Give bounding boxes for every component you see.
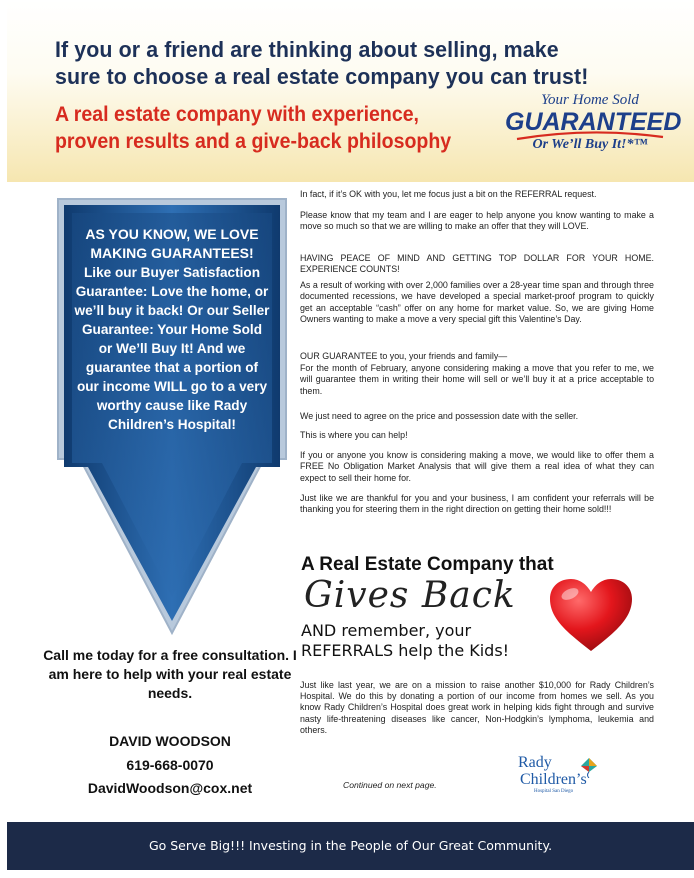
heading-guarantee: OUR GUARANTEE to you, your friends and family— xyxy=(300,351,508,361)
badge-line-1: Your Home Sold xyxy=(541,92,639,108)
heading-peace-of-mind: HAVING PEACE OF MIND AND GETTING TOP DOLLAR FOR YOUR HOME. EXPERIENCE COUNTS! xyxy=(300,253,654,275)
headline: If you or a friend are thinking about selling, make sure to choose a real estate company you can trust! xyxy=(55,37,589,89)
logo-line-3: Hospital San Diego xyxy=(534,789,574,794)
logo-line-1: Rady xyxy=(518,754,552,771)
reminder-line-2: REFERRALS help the Kids! xyxy=(301,641,510,660)
kite-icon xyxy=(580,758,598,778)
para-february: For the month of February, anyone considering making a move that you refer to me, we will guarantee them in writing their home will sell or we’ll buy it at a price acceptable to them. xyxy=(300,363,654,396)
footer-banner: Go Serve Big!!! Investing in the People of Our Great Community. xyxy=(7,822,694,870)
arrow-heading: AS YOU KNOW, WE LOVE MAKING GUARANTEES! xyxy=(85,226,259,261)
heading-help: This is where you can help! xyxy=(300,430,408,440)
gives-back-script: Gives Back xyxy=(304,575,516,616)
guarantee-badge xyxy=(505,91,682,155)
reminder-line-1: AND remember, your xyxy=(301,621,472,640)
agent-email[interactable]: DavidWoodson@cox.net xyxy=(87,780,253,796)
gives-back-paragraph: Just like last year, we are on a mission to raise another $10,000 for Rady Children’s Hospital. We do this by donating a portion of our income from homes we sell. As you know Rady Children’s Hospital does great work in helping kids fight through and survive nasty life-threatening diseases like cancer, Non-Hodgkin’s lymphoma, leukemia and others. xyxy=(300,680,654,735)
para-experience: As a result of working with over 2,000 families over a 28-year time span and through three documented recessions, we have developed a special market-proof program to quickly get an acceptable “cash” offer on any home for market value. So, we are giving Home Owners wanting to make a move a very special gift this Valentine’s Day. xyxy=(300,280,654,325)
continued-note: Continued on next page. xyxy=(343,780,437,790)
para-referral: In fact, if it’s OK with you, let me focus just a bit on the REFERRAL request. xyxy=(300,189,597,199)
para-thankful: Just like we are thankful for you and your business, I am confident your referrals will be thanking you for steering them in the right direction on getting their home sold!!! xyxy=(300,493,654,515)
agent-phone[interactable]: 619-668-0070 xyxy=(126,756,214,773)
arrow-body: Like our Buyer Satisfaction Guarantee: Love the home, or we’ll buy it back! Or our Seller Guarantee: Your Home Sold or We’ll Buy It! And we guarantee that a portion of our income WILL go to a very worthy cause like Rady Children’s Hospital! xyxy=(74,265,270,432)
para-market-analysis: If you or anyone you know is considering making a move, we would like to offer them a FREE No Obligation Market Analysis that will give them a real idea of what they can expect to sell their home for. xyxy=(300,450,654,483)
contact-block xyxy=(42,730,298,801)
call-to-action: Call me today for a free consultation. I am here to help with your real estate needs. xyxy=(43,647,297,701)
arrow-text xyxy=(74,225,270,434)
para-agree: We just need to agree on the price and possession date with the seller. xyxy=(300,411,579,421)
swoosh-icon xyxy=(515,129,665,145)
agent-name: DAVID WOODSON xyxy=(109,733,231,749)
gives-back-title: A Real Estate Company that xyxy=(301,554,554,575)
badge-line-3: Or We’ll Buy It!*™ xyxy=(532,137,648,152)
logo-line-2: Children’s xyxy=(520,771,587,788)
subheadline: A real estate company with experience, proven results and a give-back philosophy xyxy=(55,103,452,153)
para-eager: Please know that my team and I are eager to help anyone you know wanting to make a move so much so that we are willing to make an offer that they will LOVE. xyxy=(300,210,654,232)
referrals-reminder xyxy=(301,621,509,661)
heart-icon xyxy=(548,577,634,653)
badge-line-2: GUARANTEED xyxy=(505,108,682,136)
